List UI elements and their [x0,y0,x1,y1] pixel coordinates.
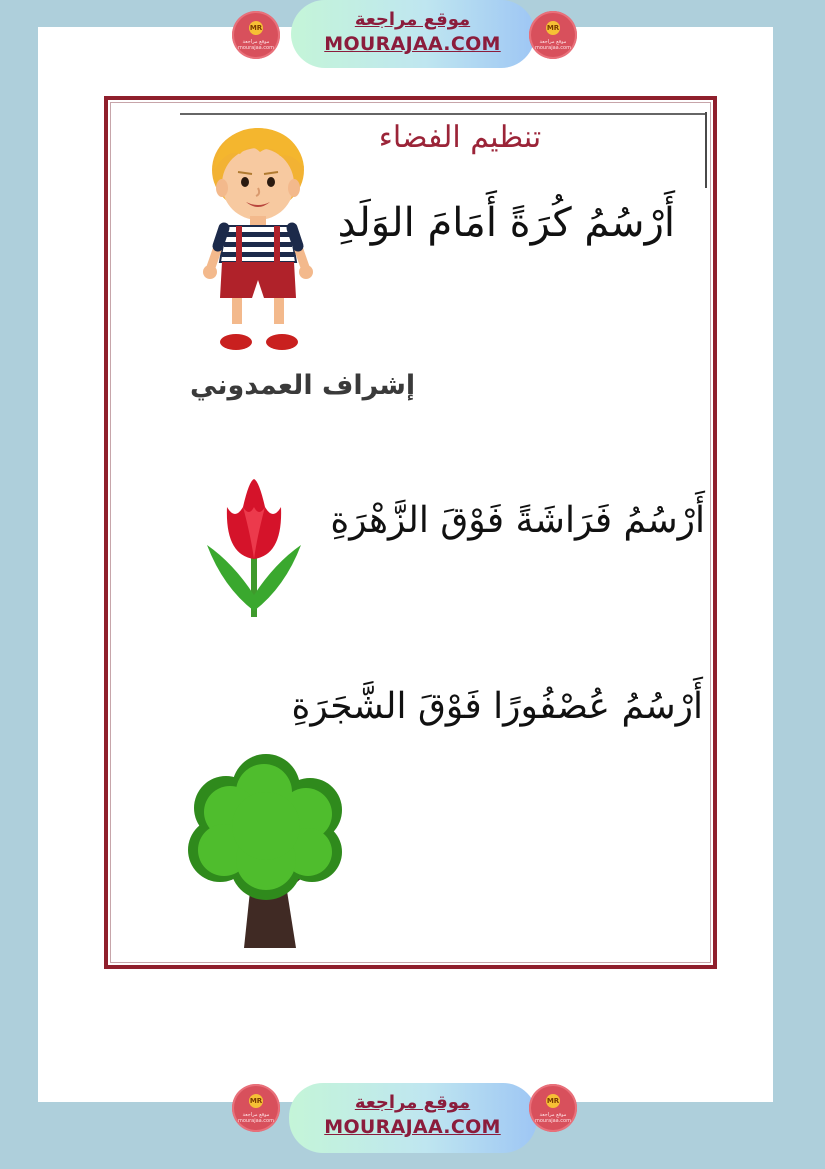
site-name-ar[interactable]: موقع مراجعة [354,1092,471,1113]
site-domain[interactable]: MOURAJAA.COM [324,33,501,55]
logo-caption: موقع مراجعة mourajaa.com [237,1112,274,1124]
scan-edge-line [705,112,707,188]
site-domain[interactable]: MOURAJAA.COM [324,1116,501,1138]
worksheet-title: تنظيم الفضاء [378,120,542,155]
site-logo-badge-left-top [232,11,280,59]
site-name-ar[interactable]: موقع مراجعة [354,9,471,30]
site-logo-badge-right-bottom [529,1084,577,1132]
tulip-illustration [203,477,305,619]
tree-illustration [186,752,346,950]
site-logo-badge-right-top [529,11,577,59]
site-banner-bottom[interactable] [289,1083,537,1153]
site-banner-top[interactable] [291,0,535,68]
logo-caption: موقع مراجعة mourajaa.com [237,39,274,51]
instruction-2: أَرْسُمُ فَرَاشَةً فَوْقَ الزَّهْرَةِ [330,500,705,541]
logo-mark: MR [249,21,263,35]
logo-mark: MR [546,1094,560,1108]
supervision-credit: إشراف العمدوني [190,370,416,401]
logo-caption: موقع مراجعة mourajaa.com [534,39,571,51]
instruction-3: أَرْسُمُ عُصْفُورًا فَوْقَ الشَّجَرَةِ [291,686,703,727]
logo-caption: موقع مراجعة mourajaa.com [534,1112,571,1124]
logo-mark: MR [249,1094,263,1108]
instruction-1: أَرْسُمُ كُرَةً أَمَامَ الوَلَدِ [337,200,675,246]
scan-edge-line [180,113,707,115]
site-logo-badge-left-bottom [232,1084,280,1132]
logo-mark: MR [546,21,560,35]
boy-illustration [200,122,316,354]
